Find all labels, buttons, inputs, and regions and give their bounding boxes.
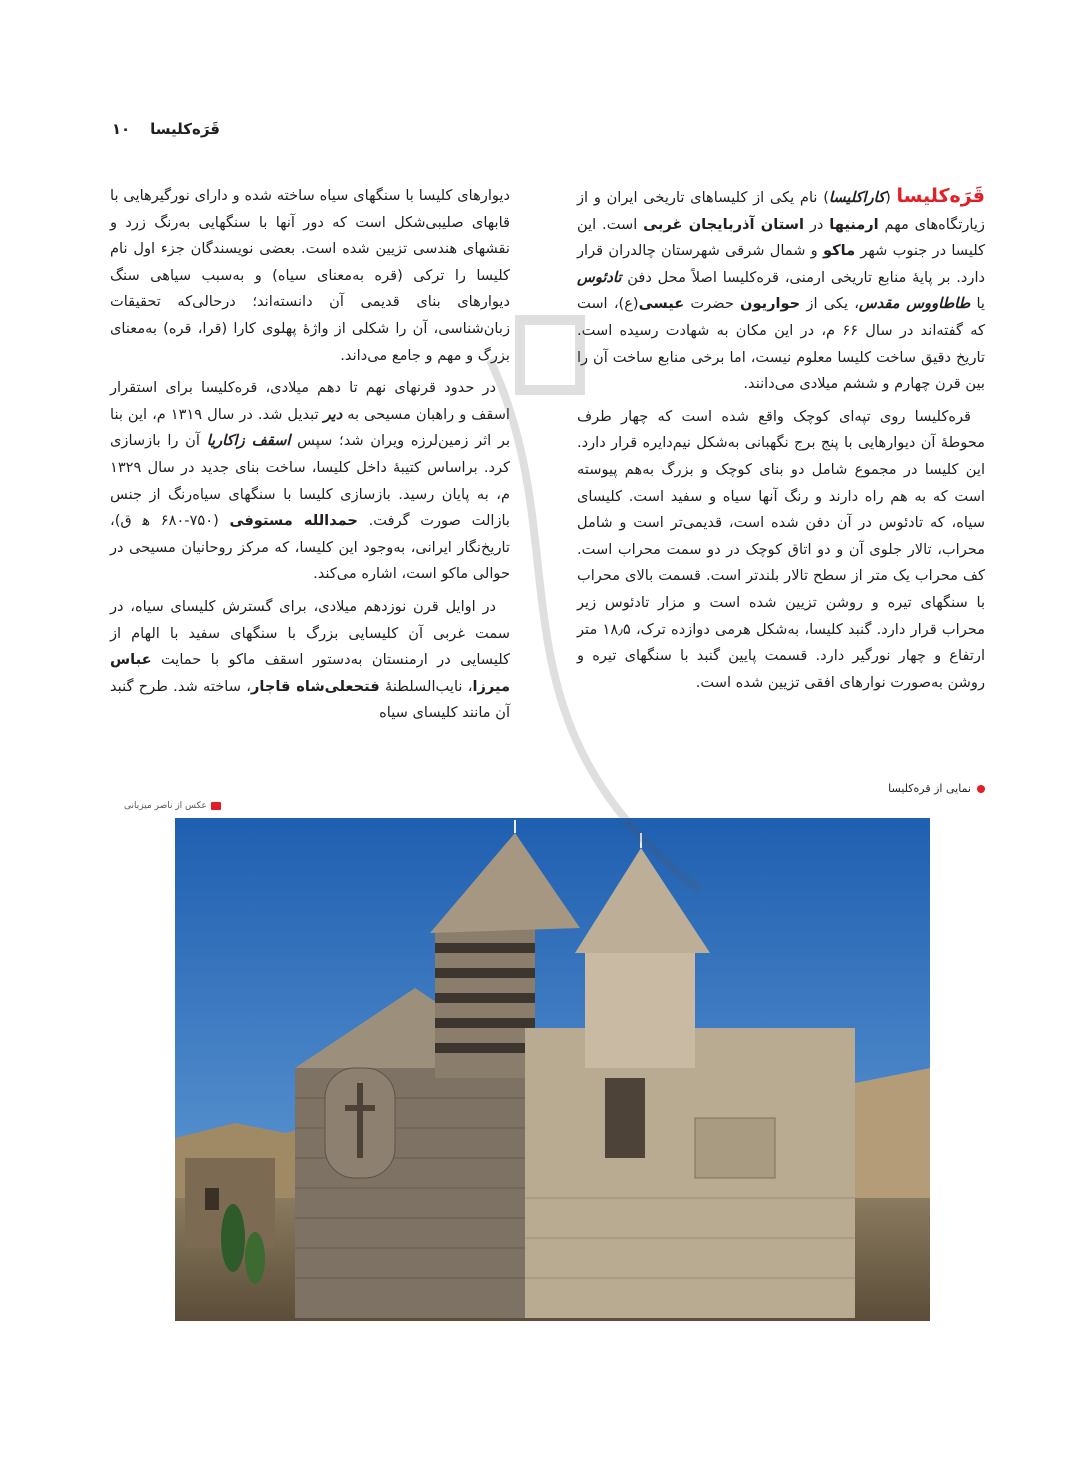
term-abbas: عباس میرزا bbox=[110, 651, 510, 695]
left-column bbox=[110, 183, 510, 733]
running-head-title: قَرَه‌کلیسا bbox=[150, 120, 220, 138]
term-armenians: ارمنیها bbox=[829, 215, 879, 233]
text-run: است. این کلیسا در جنوب شهر bbox=[577, 215, 985, 260]
term-maku: ماکو bbox=[822, 242, 856, 260]
paragraph bbox=[110, 375, 510, 588]
term-thaddeus: تادئوس bbox=[577, 268, 622, 286]
text-run: آن را بازسازی کرد. براساس کتیبهٔ داخل کلیسا، ساخت بنای جدید در سال ۱۳۲۹ م، به پایان رسید. بازسازی کلیسا با سنگهای سیاه‌رنگ از جنس بازالت صورت گرفت. bbox=[110, 432, 510, 530]
text-run: ) نام یکی از کلیساهای تاریخی ایران و از زیارتگاه‌های مهم bbox=[577, 189, 985, 233]
camera-icon bbox=[211, 802, 221, 810]
text-run: در اوایل قرن نوزدهم میلادی، برای گسترش کلیسای سیاه، در سمت غربی آن کلیسایی بزرگ با سنگهای سفید با الهام از کلیسایی در ارمنستان به‌دستور اسقف ماکو با حمایت bbox=[110, 597, 510, 669]
page-number: ۱۰ bbox=[111, 120, 131, 138]
term-fath-ali: فتحعلی‌شاه قاجار bbox=[251, 677, 380, 695]
figure-caption bbox=[888, 782, 985, 795]
text-run: یا bbox=[970, 295, 985, 313]
text-run: در حدود قرنهای نهم تا دهم میلادی، قره‌کلیسا برای استقرار اسقف و راهبان مسیحی به bbox=[110, 379, 510, 423]
paragraph: قره‌کلیسا روی تپه‌ای کوچک واقع شده است که چهار طرف محوطهٔ آن دیوارهایی با پنج برج نگهبانی به‌شکل نیم‌دایره قرار دارد. این کلیسا در مجموع شامل دو بنای کوچک و بزرگ به‌هم پیوسته است که به هم راه دارند و رنگ آنها سیاه و سفید است. کلیسای سیاه، که تادئوس در آن دفن شده است، قدیمی‌تر است و شامل محراب، تالار جلوی آن و دو اتاق کوچک در دو سمت محراب است. کف محراب یک متر از سطح تالار بلندتر است. قسمت بالای محراب با سنگهای تیره و روشن تزیین شده است و مزار تادئوس زیر محراب قرار دارد. گنبد کلیسا، به‌شکل هرمی دوازده ترک، ۱۸٫۵ متر ارتفاع و چهار نورگیر دارد. قسمت پایین گنبد با سنگهای تیره و روشن به‌صورت نوارهای افقی تزیین شده است. bbox=[577, 407, 985, 691]
alt-name: کاراکلیسا bbox=[828, 189, 886, 206]
text-run: تبدیل شد. در سال ۱۳۱۹ م، این بنا بر اثر زمین‌لرزه ویران شد؛ سپس bbox=[110, 405, 511, 450]
right-column bbox=[577, 183, 985, 702]
text-run: حضرت bbox=[684, 295, 741, 313]
red-dot-icon bbox=[977, 785, 985, 793]
term-mostowfi: حمدالله مستوفی bbox=[229, 512, 358, 530]
text-run: ، یکی از bbox=[800, 295, 859, 313]
term-bishop: اسقف زاکاریا bbox=[206, 432, 291, 450]
credit-text: عکس از ناصر میزبانی bbox=[124, 801, 207, 811]
text-run: و شمال شرقی شهرستان چالدران قرار دارد. بر پایهٔ منابع تاریخی ارمنی، قره‌کلیسا اصلاً محل دفن bbox=[577, 242, 985, 286]
term-jesus: عیسی bbox=[638, 295, 685, 313]
term-deir: دیر bbox=[323, 405, 343, 423]
term-province: استان آذربایجان غربی bbox=[643, 215, 805, 233]
term-saint: طاطاووس مقدس bbox=[858, 295, 971, 313]
church-photo bbox=[175, 818, 930, 1321]
caption-text: نمایی از قره‌کلیسا bbox=[888, 782, 971, 795]
church-illustration bbox=[175, 818, 930, 1321]
running-head bbox=[111, 120, 220, 138]
paragraph bbox=[577, 183, 985, 398]
text-run: (ع)، است که گفته‌اند در سال ۶۶ م، در این مکان به شهادت رسیده است. تاریخ دقیق ساخت کلیسا معلوم نیست، اما برخی منابع ساخت آن را بین قرن چهارم و ششم میلادی می‌دانند. bbox=[577, 295, 985, 393]
text-run: ، نایب‌السلطنهٔ bbox=[379, 677, 473, 695]
paragraph: دیوارهای کلیسا با سنگهای سیاه ساخته شده و دارای نورگیرهایی با قابهای صلیبی‌شکل است که دور آنها با سنگهایی به‌رنگ زرد و نقشهای هندسی تزیین شده است. بعضی نویسندگان جزء اول نام کلیسا را ترکی (قره به‌معنای سیاه) و به‌سبب سیاهی سنگ دیوارهای بنای قدیمی آن دانسته‌اند؛ درحالی‌که تحقیقات زبان‌شناسی، آن را شکلی از واژهٔ پهلوی کارا (قرا، قره) به‌معنای بزرگ و مهم و جامع می‌داند. bbox=[110, 187, 510, 364]
entry-title: قَرَه‌کلیسا bbox=[896, 185, 985, 207]
photo-credit bbox=[124, 801, 221, 811]
text-run: در bbox=[804, 215, 830, 233]
term-apostles: حواریون bbox=[740, 295, 801, 313]
text-run: ( bbox=[885, 189, 897, 206]
text-run: ، ساخته شد. طرح گنبد آن مانند کلیسای سیاه bbox=[110, 677, 510, 722]
paragraph bbox=[110, 594, 510, 727]
text-run: (۷۵۰-۶۸۰ ه‍ ق)، تاریخ‌نگار ایرانی، به‌وجود این کلیسا، که مرکز روحانیان مسیحی در حوالی ماکو است، اشاره می‌کند. bbox=[110, 512, 510, 583]
